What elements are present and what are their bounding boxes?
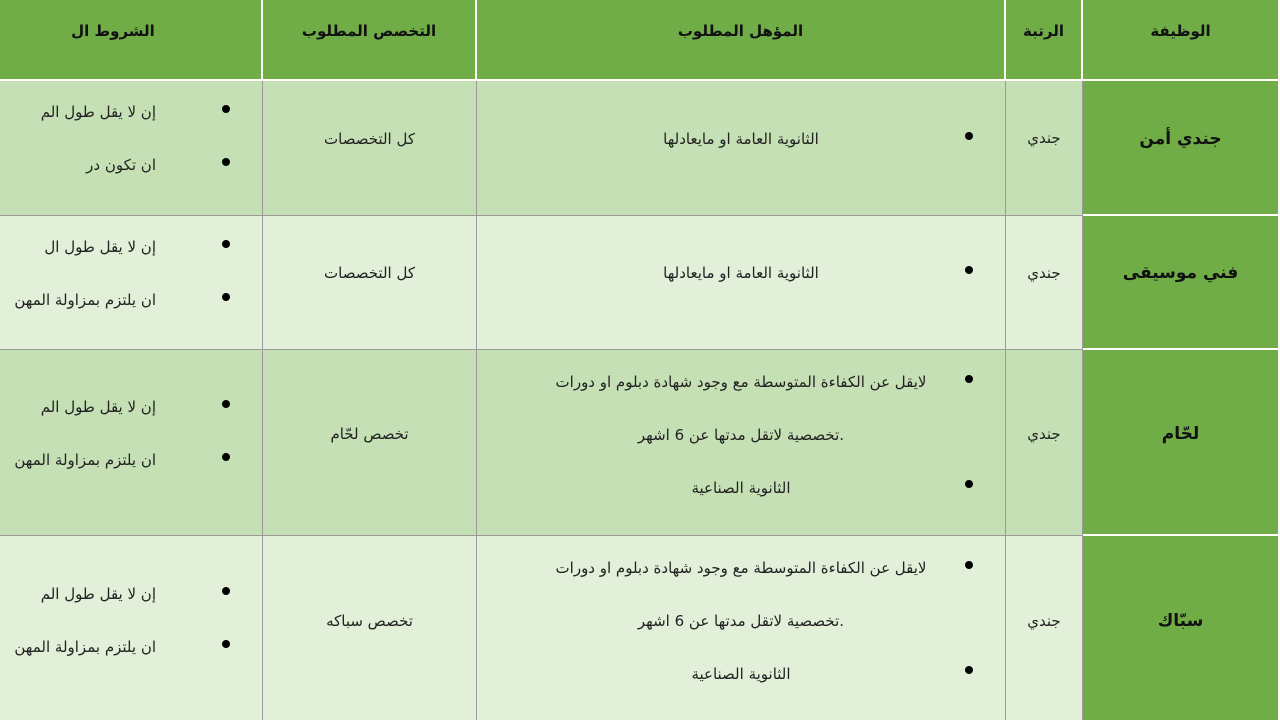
table-row-job	[1083, 350, 1280, 536]
table-row-conditions	[0, 350, 263, 536]
bullet-icon	[222, 453, 230, 461]
job-title: جندي أمن	[1139, 129, 1222, 149]
header-qualification-label: المؤهل المطلوب	[677, 22, 804, 40]
rank-value: جندي	[1027, 129, 1061, 147]
qualification-line: الثانوية الصناعية	[691, 479, 791, 497]
table-row-rank	[1006, 216, 1083, 350]
specialty-value: تخصص سباكه	[326, 612, 413, 630]
rank-value: جندي	[1027, 264, 1061, 282]
table-row-rank	[1006, 350, 1083, 536]
header-qualification	[477, 0, 1006, 81]
qualification-line: لايقل عن الكفاءة المتوسطة مع وجود شهادة دبلوم او دورات	[555, 373, 927, 391]
qualification-line: لايقل عن الكفاءة المتوسطة مع وجود شهادة دبلوم او دورات	[555, 559, 927, 577]
qualification-line: الثانوية العامة او مايعادلها	[663, 130, 819, 148]
table-row-specialty	[263, 350, 477, 536]
condition-line: إن لا يقل طول ال	[44, 238, 156, 256]
job-title: فني موسيقى	[1122, 263, 1239, 283]
header-conditions	[0, 0, 263, 81]
header-rank-label: الرتبة	[1023, 22, 1064, 40]
condition-line: ان يلتزم بمزاولة المهن	[14, 638, 156, 656]
condition-line: إن لا يقل طول الم	[40, 103, 156, 121]
rank-value: جندي	[1027, 612, 1061, 630]
table-row-qualification	[477, 536, 1006, 720]
header-job-label: الوظيفة	[1150, 22, 1211, 40]
header-job	[1083, 0, 1280, 81]
qualification-line: تخصصية لاتقل مدتها عن 6 اشهر.	[637, 612, 845, 630]
table-row-qualification	[477, 216, 1006, 350]
table-row-qualification	[477, 350, 1006, 536]
condition-line: ان يلتزم بمزاولة المهن	[14, 291, 156, 309]
table-row-job	[1083, 81, 1280, 216]
condition-line: إن لا يقل طول الم	[40, 398, 156, 416]
header-rank	[1006, 0, 1083, 81]
table-row-conditions	[0, 536, 263, 720]
table-row-rank	[1006, 81, 1083, 216]
specialty-value: كل التخصصات	[324, 264, 415, 282]
table-row-qualification	[477, 81, 1006, 216]
qualification-line: تخصصية لاتقل مدتها عن 6 اشهر.	[637, 426, 845, 444]
table-row-specialty	[263, 81, 477, 216]
bullet-icon	[222, 640, 230, 648]
table-row-rank	[1006, 536, 1083, 720]
qualification-line: الثانوية العامة او مايعادلها	[663, 264, 819, 282]
bullet-icon	[222, 158, 230, 166]
bullet-icon	[222, 105, 230, 113]
header-conditions-label: الشروط ال	[71, 22, 155, 40]
rank-value: جندي	[1027, 425, 1061, 443]
table-row-job	[1083, 536, 1280, 720]
job-title: سبّاك	[1157, 611, 1204, 631]
condition-line: ان تكون در	[86, 156, 156, 174]
specialty-value: تخصص لحّام	[330, 425, 409, 443]
specialty-value: كل التخصصات	[324, 130, 415, 148]
header-specialty-label: التخصص المطلوب	[301, 22, 437, 40]
bullet-icon	[222, 587, 230, 595]
qualification-line: الثانوية الصناعية	[691, 665, 791, 683]
table-row-job	[1083, 216, 1280, 350]
condition-line: إن لا يقل طول الم	[40, 585, 156, 603]
table-row-specialty	[263, 216, 477, 350]
bullet-icon	[222, 240, 230, 248]
table-row-specialty	[263, 536, 477, 720]
condition-line: ان يلتزم بمزاولة المهن	[14, 451, 156, 469]
table-row-conditions	[0, 216, 263, 350]
job-title: لحّام	[1161, 424, 1200, 444]
bullet-icon	[222, 293, 230, 301]
header-specialty	[263, 0, 477, 81]
table-row-conditions	[0, 81, 263, 216]
bullet-icon	[222, 400, 230, 408]
